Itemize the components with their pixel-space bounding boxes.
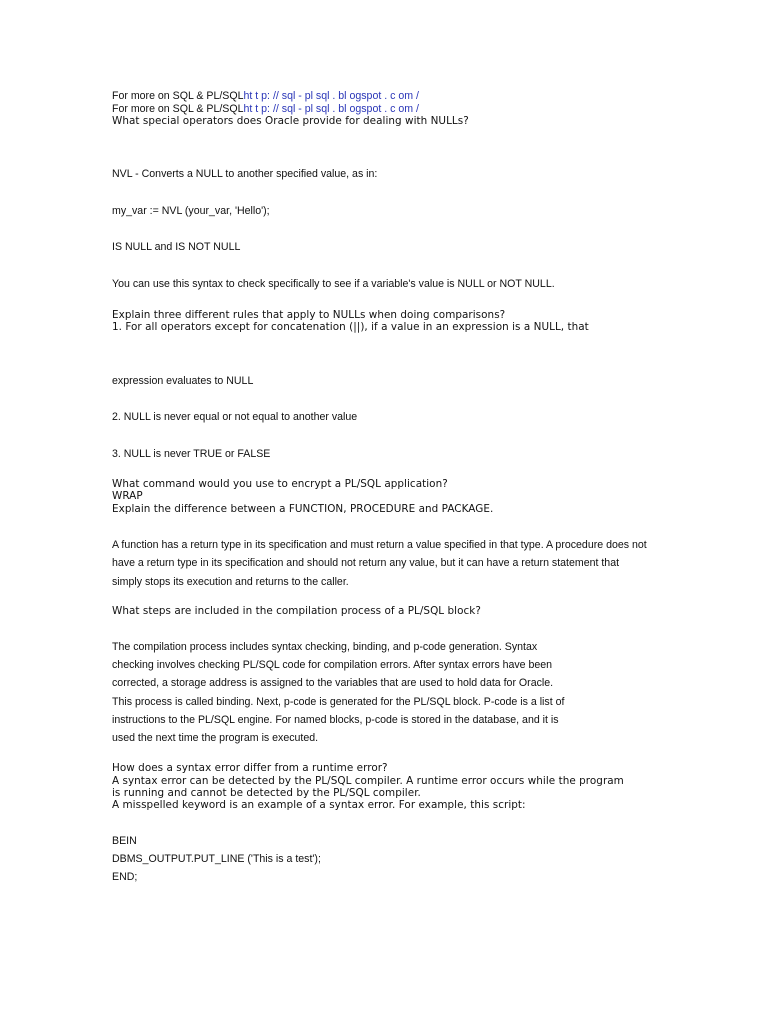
header-line-2 [112,103,419,115]
header-prefix: For more on SQL & PL/SQL [112,103,244,115]
answer-wrap: WRAP [112,490,143,502]
blog-link[interactable]: ht t p: // sql - pl sql . bl ogspot . c om / [243,90,419,102]
nvl-code: my_var := NVL (your_var, 'Hello'); [112,205,270,217]
answer-syntax-line-3: A misspelled keyword is an example of a syntax error. For example, this script: [112,799,526,811]
blog-link[interactable]: ht t p: // sql - pl sql . bl ogspot . c om / [243,103,419,115]
question-null-rules: Explain three different rules that apply to NULLs when doing comparisons? [112,309,506,321]
rule-3: 3. NULL is never TRUE or FALSE [112,448,271,460]
isnull-description: You can use this syntax to check specifically to see if a variable's value is NULL or NOT NULL. [112,278,555,290]
answer-compilation-line-1: The compilation process includes syntax checking, binding, and p-code generation. Syntax [112,641,538,653]
answer-syntax-line-1: A syntax error can be detected by the PL/SQL compiler. A runtime error occurs while the program [112,775,624,787]
header-prefix: For more on SQL & PL/SQL [112,90,244,102]
question-encrypt: What command would you use to encrypt a PL/SQL application? [112,478,448,490]
answer-compilation-line-4: This process is called binding. Next, p-code is generated for the PL/SQL block. P-code is a list of [112,696,565,708]
answer-compilation-line-3: corrected, a storage address is assigned to the variables that are used to hold data for Oracle. [112,677,554,689]
code-line-2: DBMS_OUTPUT.PUT_LINE ('This is a test'); [112,853,321,865]
answer-function-line-3: simply stops its execution and returns to the caller. [112,576,349,588]
rule-1-line-2: expression evaluates to NULL [112,375,254,387]
answer-function-line-2: have a return type in its specification and should not return any value, but it can have a return statement that [112,557,620,569]
code-line-1: BEIN [112,835,137,847]
isnull-text: IS NULL and IS NOT NULL [112,241,241,253]
code-line-3: END; [112,871,138,883]
answer-compilation-line-6: used the next time the program is executed. [112,732,319,744]
question-compilation: What steps are included in the compilation process of a PL/SQL block? [112,605,481,617]
answer-function-line-1: A function has a return type in its specification and must return a value specified in that type. A procedure does not [112,539,647,551]
rule-2: 2. NULL is never equal or not equal to another value [112,411,358,423]
question-syntax-runtime: How does a syntax error differ from a runtime error? [112,762,388,774]
header-line-1 [112,90,419,102]
question-function-procedure: Explain the difference between a FUNCTION, PROCEDURE and PACKAGE. [112,503,494,515]
rule-1-line-1: 1. For all operators except for concatenation (||), if a value in an expression is a NULL, that [112,321,589,333]
question-nulls-operators: What special operators does Oracle provide for dealing with NULLs? [112,115,469,127]
answer-syntax-line-2: is running and cannot be detected by the PL/SQL compiler. [112,787,421,799]
answer-compilation-line-5: instructions to the PL/SQL engine. For named blocks, p-code is stored in the database, and it is [112,714,559,726]
answer-compilation-line-2: checking involves checking PL/SQL code for compilation errors. After syntax errors have been [112,659,553,671]
nvl-text: NVL - Converts a NULL to another specified value, as in: [112,168,378,180]
